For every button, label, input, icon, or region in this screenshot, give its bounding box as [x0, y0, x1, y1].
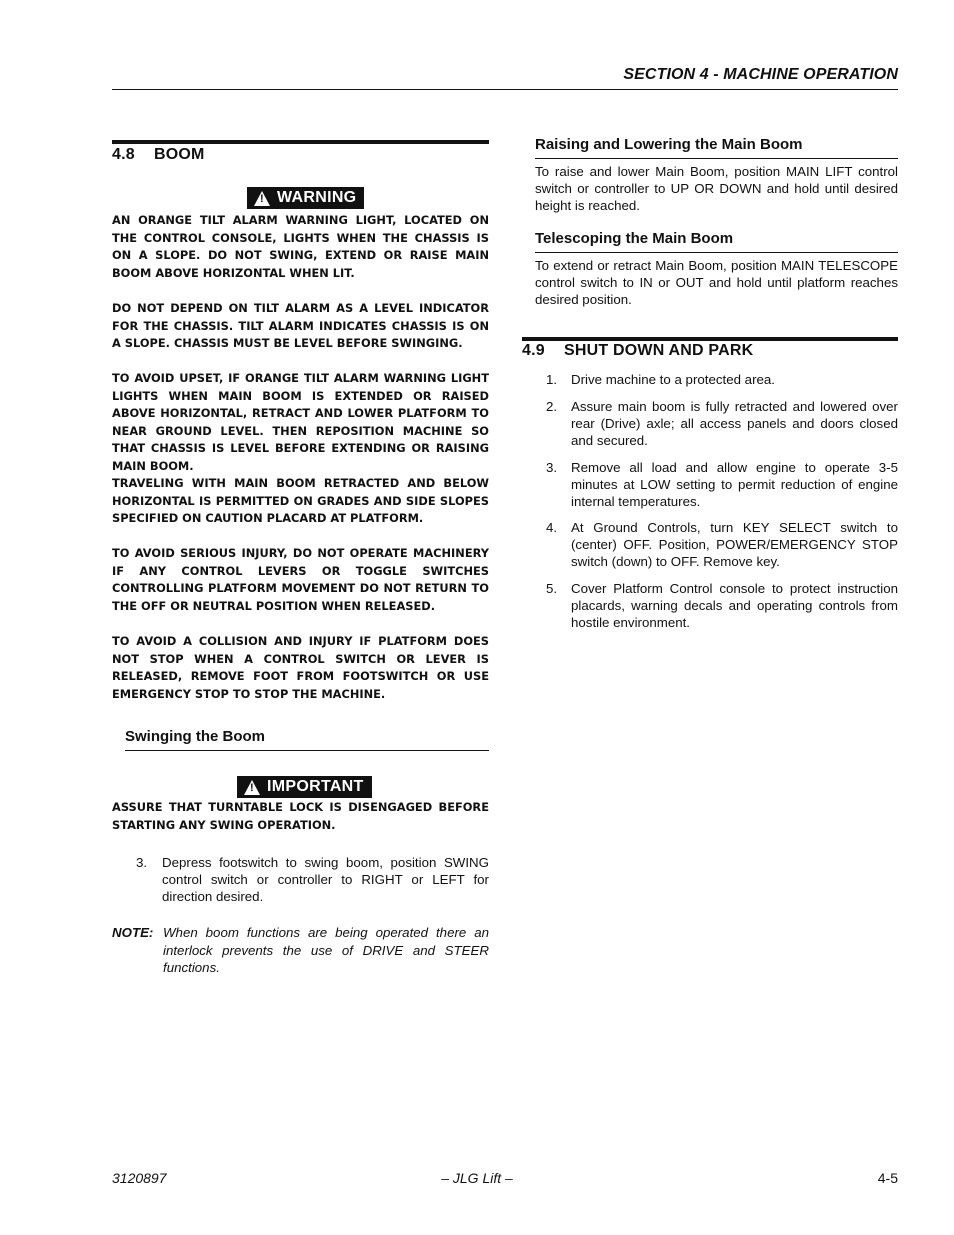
warning-paragraph: DO NOT DEPEND ON TILT ALARM AS A LEVEL INDICATOR FOR THE CHASSIS. TILT ALARM INDICATES CHASSIS IS ON A SLOPE. CHASSIS MUST BE LEVEL BEFORE SWINGING.: [112, 301, 489, 350]
list-item: [546, 519, 898, 571]
footer-doc-number: 3120897: [112, 1170, 167, 1186]
list-item-number: 2.: [546, 399, 558, 414]
warning-label: WARNING: [277, 189, 357, 206]
list-item-number: 4.: [546, 520, 558, 535]
footer-page-number: 4-5: [877, 1170, 898, 1186]
warning-paragraph: TO AVOID SERIOUS INJURY, DO NOT OPERATE MACHINERY IF ANY CONTROL LEVERS OR TOGGLE SWITCHES CONTROLLING PLATFORM MOVEMENT DO NOT RETURN TO THE OFF OR NEUTRAL POSITION WHEN RELEASED.: [112, 546, 489, 613]
warning-badge: [247, 187, 364, 209]
warning-paragraph: AN ORANGE TILT ALARM WARNING LIGHT, LOCATED ON THE CONTROL CONSOLE, LIGHTS WHEN THE CHASSIS IS ON A SLOPE. DO NOT SWING, EXTEND OR RAISE MAIN BOOM ABOVE HORIZONTAL WHEN LIT.: [112, 213, 489, 280]
important-paragraph: ASSURE THAT TURNTABLE LOCK IS DISENGAGED BEFORE STARTING ANY SWING OPERATION.: [112, 800, 489, 832]
note-label: NOTE:: [112, 925, 154, 940]
important-badge: [237, 776, 372, 798]
section-heading-text: BOOM: [154, 146, 205, 163]
raise-lower-paragraph: To raise and lower Main Boom, position MAIN LIFT control switch or controller to UP OR DOWN and hold until desired height is reached.: [535, 164, 898, 213]
section-rule: [522, 337, 898, 341]
section-rule: [112, 140, 489, 144]
subheading-raising-lowering: Raising and Lowering the Main Boom: [535, 136, 803, 153]
list-item-number: 3.: [546, 460, 558, 475]
important-label: IMPORTANT: [267, 778, 364, 795]
list-item: [546, 580, 898, 632]
warning-paragraph: TRAVELING WITH MAIN BOOM RETRACTED AND BELOW HORIZONTAL IS PERMITTED ON GRADES AND SIDE SLOPES SPECIFIED ON CAUTION PLACARD AT PLATFORM.: [112, 476, 489, 525]
warning-paragraph: TO AVOID A COLLISION AND INJURY IF PLATFORM DOES NOT STOP WHEN A CONTROL SWITCH OR LEVER IS RELEASED, REMOVE FOOT FROM FOOTSWITCH OR USE EMERGENCY STOP TO STOP THE MACHINE.: [112, 634, 489, 701]
list-item: [546, 398, 898, 450]
section-number: 4.8: [112, 146, 135, 163]
section-heading-text: SHUT DOWN AND PARK: [564, 342, 754, 359]
warning-triangle-icon: [244, 780, 260, 795]
note-text: When boom functions are being operated there an interlock prevents the use of DRIVE and STEER functions.: [163, 925, 489, 975]
subheading-rule: [125, 750, 489, 751]
section-heading-4-9: [522, 342, 753, 360]
section-number: 4.9: [522, 342, 545, 359]
list-item-number: 5.: [546, 581, 558, 596]
list-item-number: 3.: [136, 855, 148, 870]
section-title: SECTION 4 - MACHINE OPERATION: [623, 66, 898, 83]
list-item-text: Assure main boom is fully retracted and lowered over rear (Drive) axle; all access panels and doors closed and secured.: [571, 399, 898, 448]
page-header: [112, 64, 898, 90]
list-item: [136, 854, 489, 906]
subheading-rule: [535, 158, 898, 159]
subheading-swinging-boom: Swinging the Boom: [125, 728, 265, 745]
list-item-text: Remove all load and allow engine to operate 3-5 minutes at LOW setting to permit reduction of engine internal temperatures.: [571, 460, 898, 509]
list-item-text: Cover Platform Control console to protect instruction placards, warning decals and operating controls from hostile environment.: [571, 581, 898, 630]
list-item: [546, 459, 898, 511]
footer-publisher: – JLG Lift –: [441, 1170, 513, 1186]
list-item: [546, 371, 898, 389]
note: [112, 924, 489, 978]
subheading-telescoping: Telescoping the Main Boom: [535, 230, 734, 247]
list-item-text: Drive machine to a protected area.: [571, 372, 775, 387]
telescope-paragraph: To extend or retract Main Boom, position MAIN TELESCOPE control switch to IN or OUT and hold until platform reaches desired position.: [535, 258, 898, 307]
warning-paragraph: TO AVOID UPSET, IF ORANGE TILT ALARM WARNING LIGHT LIGHTS WHEN MAIN BOOM IS EXTENDED OR RAISED ABOVE HORIZONTAL, RETRACT AND LOWER PLATFORM TO NEAR GROUND LEVEL. THEN REPOSITION MACHINE SO THAT CHASSIS IS LEVEL BEFORE EXTENDING OR RAISING MAIN BOOM.: [112, 371, 489, 473]
warning-triangle-icon: [254, 191, 270, 206]
list-item-text: Depress footswitch to swing boom, position SWING control switch or controller to RIGHT or LEFT for direction desired.: [162, 855, 489, 904]
subheading-rule: [535, 252, 898, 253]
list-item-number: 1.: [546, 372, 558, 387]
section-heading-4-8: [112, 146, 205, 164]
list-item-text: At Ground Controls, turn KEY SELECT switch to (center) OFF. Position, POWER/EMERGENCY STOP switch (down) to OFF. Remove key.: [571, 520, 898, 569]
